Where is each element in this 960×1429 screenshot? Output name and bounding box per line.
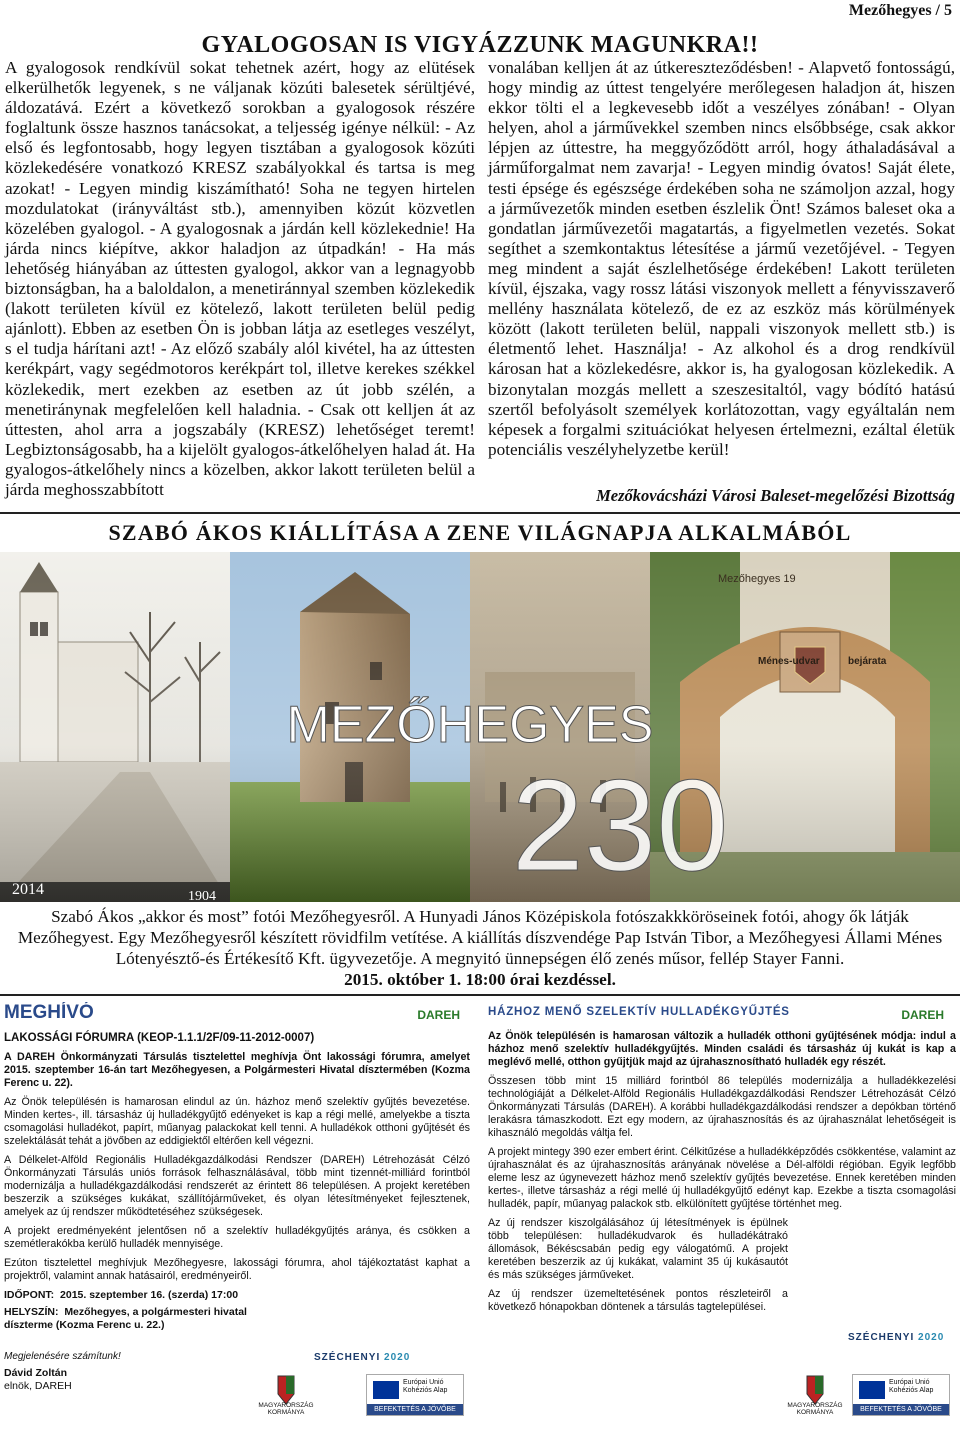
collection-panel bbox=[488, 1002, 956, 1427]
invitation-heading: MEGHÍVÓ bbox=[4, 1002, 94, 1023]
eu-fund-logo: Európai Unió Kohéziós Alap BEFEKTETÉS A JÖVŐBE bbox=[366, 1374, 464, 1416]
gate-sign-1: Ménes-udvar bbox=[758, 656, 820, 667]
exhibit-description: Szabó Ákos „akkor és most” fotói Mezőhegyesről. A Hunyadi János Középiskola fotószakkköröseinek fotói, ahogy ők látják Mezőhegyest. Egy Mezőhegyesről készített rövidfilm vetítése. A kiállítás díszvendége Pap István Tibor, a Mezőhegyesi Állami Ménes Lótenyésztő-és Értékesítő Kft. ügyvezetője. A megnyitó ünnepségen élő zenés műsor, fellép Stayer Fanni. bbox=[17, 907, 943, 968]
exhibition-poster-image bbox=[0, 552, 960, 902]
invitation-intro: A DAREH Önkormányzati Társulás tisztelettel meghívja Önt lakossági fórumra, amelyet 2015. szeptember 16-án tart Mezőhegyesen, a Polgármesteri Hivatal dísztermében (Kozma Ferenc u. 22). bbox=[4, 1051, 470, 1089]
event-time: IDŐPONT: 2015. szeptember 16. (szerda) 17:00 bbox=[4, 1289, 239, 1301]
poster-collage bbox=[0, 552, 960, 902]
invitation-paragraph: A Délkelet-Alföld Regionális Hulladékgazdálkodási Rendszer (DAREH) Létrehozását Célzó Önkormányzati Társulás uniós források felhasználásával, több mint tizennét-milliárd forintból modernizálja a hulladékgazdálkodási rendszerét az érintett 86 településen. A projekt keretében beszerzik a szükséges kukákat, szállítójárműveket, és olyan létesítményeket fejlesztenek, amelyek az új rendszer működtetéséhez szükségesek. bbox=[4, 1154, 470, 1218]
invitation-paragraph: A projekt eredményeként jelentősen nő a szelektív hulladékgyűjtés aránya, és csökken a szemétlerakókba kerülő hulladék mennyisége. bbox=[4, 1225, 470, 1250]
divider bbox=[0, 994, 960, 996]
gate-sign-2: bejárata bbox=[848, 656, 887, 667]
eu-fund-logo: Európai Unió Kohéziós Alap BEFEKTETÉS A JÖVŐBE bbox=[852, 1374, 950, 1416]
article-right-column: vonalában kelljen át az útkereszteződésben! - Alapvető fontosságú, hogy mindig az úttest tengelyére merőlegesen haladjon át, hiszen ekkor tölti el a legkevesebb időt a veszélyes zónában! - Olyan helyen, ahol a járművekkel szemben nincs elsőbbsége, csak akkor lépjen az úttestre, ha meggyőződött arról, hogy áthaladásával a járműforgalmat nem zavarja! - Legyen mindig óvatos! Saját élete, testi épsége és egészsége érdekében soha ne számoljon azzal, hogy a járművezetők minden esetben észlelik Önt! Számos baleset oka a gondatlan járművezetői magatartás, a figyelmetlen vezetés. Sokat segíthet a szemkontaktus létesítése a jármű vezetőjével. - Tegyen meg mindent a saját észlelhetősége érdekében! Lakott területen kívül, éjszaka, vagy rossz látási viszonyok mellett a fényvisszaverő mellény használata kötelező, de ez az eszköz más körülmények között (lakott területen belül, nappali viszonyok mellett stb.) is életmentő lehet. Használja! - Az alkohol és a drog rendkívül károsan hat a közlekedésre, akkor is, ha gyalogosan közlekedik. A bizonytalan mozgás mellett a szeszesitaltól, vagy bódító hatású szertől befolyásolt személyek korlátozottan, vagy egyáltalán nem képesek a forgalmi szituációkat helyesen értelmezni, ezáltal életük potenciális veszélyhelyzetbe kerül! bbox=[488, 58, 955, 459]
exhibit-title: SZABÓ ÁKOS KIÁLLÍTÁSA A ZENE VILÁGNAPJA ALKALMÁBÓL bbox=[108, 520, 852, 545]
year-2014-label: 2014 bbox=[12, 881, 44, 898]
invitation-subheading: LAKOSSÁGI FÓRUMRA (KEOP-1.1.1/2F/09-11-2012-0007) bbox=[4, 1032, 315, 1044]
signer-name: Dávid Zoltán bbox=[4, 1367, 68, 1379]
page-header: Mezőhegyes / 5 bbox=[848, 2, 952, 19]
year-1904-label: 1904 bbox=[188, 889, 216, 902]
collection-paragraph: A projekt mintegy 390 ezer embert érint. Célkitűzése a hulladékképződés csökkentése, valamint az újrahasználat és az újrahasznosítás arányának növelése a Dél-alföldi régióban. Egyik legfőbb eleme lesz az úgynevezett házhoz menő szelektív gyűjtés bevezetése. Ennek keretében minden kertes-, illetve társasház a régi mellé új hulladékgyűjtő edényt kap. Ezekbe a tiszta csomagolási hulladék, papír, műanyag palackok stb. elkülönített gyűjtése történhet meg. bbox=[488, 1146, 956, 1210]
invitation-paragraph: Az Önök településén is hamarosan elindul az ún. házhoz menő szelektív gyűjtés bevezetése. Minden kertes-, ill. társasház új hulladékgyűjtő edényeket is kap a régi mellé, amelyekbe a tiszta csomagolási hulladékot, papírt, műanyag palackokat kell tenni. A hulladékok otthoni gyűjtését és szelektálását tehát a jövőben az eddigiektől eltérően kell végezni. bbox=[4, 1096, 470, 1147]
invitation-paragraph: Ezúton tisztelettel meghívjuk Mezőhegyesre, lakossági fórumra, ahol tájékoztatást kaphat a projektről, valamint annak hatásairól, eredményeiről. bbox=[4, 1257, 470, 1282]
collection-paragraph: Összesen több mint 15 milliárd forintból 86 település modernizálja a hulladékkezelési technológiáját a Délkelet-Alföld Regionális Hulladékgazdálkodási Rendszer Létrehozását Célzó Önkormányzati Társulás (DAREH). A korábbi hulladékgazdálkodási rendszer a depókban történő lerakásra támaszkodott. Ezt egy modern, az újrahasznosítás és az újrahasználat lehetőségeit is kihasználó megoldás váltja fel. bbox=[488, 1075, 956, 1139]
exhibit-caption bbox=[6, 906, 954, 990]
hungary-crest-icon: MAGYARORSZÁG KORMÁNYA bbox=[259, 1374, 313, 1414]
collection-heading: HÁZHOZ MENŐ SZELEKTÍV HULLADÉKGYŰJTÉS bbox=[488, 1006, 790, 1018]
poster-number: 230 bbox=[511, 752, 729, 898]
closing-text: Megjelenésére számítunk! bbox=[4, 1351, 121, 1362]
article-signature: Mezőkovácsházi Városi Baleset-megelőzési Bizottság bbox=[596, 486, 955, 505]
szechenyi-logo: SZÉCHENYI 2020 bbox=[314, 1352, 411, 1363]
article-title: GYALOGOSAN IS VIGYÁZZUNK MAGUNKRA!! bbox=[201, 32, 759, 58]
collection-paragraph: Az új rendszer kiszolgálásához új létesítmények is épülnek több településen: hulladékudvarok és hulladékátrakó állomások, Békéscsabán pedig egy válogatómű. A projekt keretében beszerzik az új kukákat, valamint 35 új kukásautót és más szükséges járműveket. bbox=[488, 1217, 788, 1281]
hungary-crest-icon: MAGYARORSZÁG KORMÁNYA bbox=[788, 1374, 842, 1414]
dareh-logo: DAREH bbox=[417, 1008, 460, 1022]
poster-headline: MEZŐHEGYES bbox=[286, 696, 654, 754]
article-left-column: A gyalogosok rendkívül sokat tehetnek azért, hogy az elütések elkerülhetők legyenek, s ne váljanak közúti balesetek sérültjévé, áldozatává. Ezért a következő sorokban a gyalogosok részére foglaltunk össze hasznos tanácsokat, a teljesség igénye nélkül: - Az első és legfontosabb, hogy legyen tisztában a gyalogosok közúti közlekedésére vonatkozó KRESZ szabályokkal és tartsa is meg azokat! - Legyen mindig kiszámítható! Soha ne tegyen hirtelen mozdulatokat (irányváltást stb.), amennyiben közút közvetlen közelében gyalogol. - A gyalogosnak a járdán kell közlekednie! Ha járda nincs kiépítve, akkor haladjon az útpadkán! - Ha más lehetőség hiányában az úttesten gyalogol, akkor van a legnagyobb biztonságban, ha a baloldalon, a menetiránnyal szemben közlekedik (lakott területen kívül ez kötelező, lakott területen belül pedig ajánlott). Ebben az esetben Ön is jobban látja az esetleges veszélyt, s el tudja hárítani azt! - Az előző szabály alól kivétel, ha az úttesten kerékpárt, vagy segédmotoros kerékpárt tol, illetve kerekes székkel közlekedik, mert ezekben az esetben az út jobb szélén, a menetiránynak megfelelően kell haladnia. - Csak ott kelljen át az úttesten, ahol arra a jogszabály (KRESZ) lehetőséget teremt! Legbiztonságosabb, ha a kijelölt gyalogos-átkelőhelyen halad át. Ha gyalogos-átkelőhely nincs a közelben, akkor lakott területen belül a járda meghosszabbított bbox=[5, 58, 475, 499]
divider bbox=[0, 512, 960, 514]
collection-paragraph: Az új rendszer üzemeltetésének pontos részleteiről a következő hónapokban döntenek a társulás tagtelepülései. bbox=[488, 1288, 788, 1313]
invitation-panel bbox=[4, 1002, 470, 1427]
signer-title: elnök, DAREH bbox=[4, 1380, 72, 1392]
dareh-logo: DAREH bbox=[901, 1008, 944, 1022]
collection-intro: Az Önök településén is hamarosan változik a hulladék otthoni gyűjtésének módja: indul a házhoz menő szelektív hulladékgyűjtés. Minden családi és társasház új kukát is kap a meglévő mellé, otthon gyűjtjük majd az újrahasznosítható hulladék egy részét. bbox=[488, 1030, 956, 1068]
exhibit-date: 2015. október 1. 18:00 órai kezdéssel. bbox=[344, 970, 616, 989]
szechenyi-logo: SZÉCHENYI 2020 bbox=[848, 1332, 945, 1343]
postcard-caption: Mezőhegyes 19 bbox=[718, 573, 796, 585]
event-place: HELYSZÍN: Mezőhegyes, a polgármesteri hivatal díszterme (Kozma Ferenc u. 22.) bbox=[4, 1306, 247, 1331]
